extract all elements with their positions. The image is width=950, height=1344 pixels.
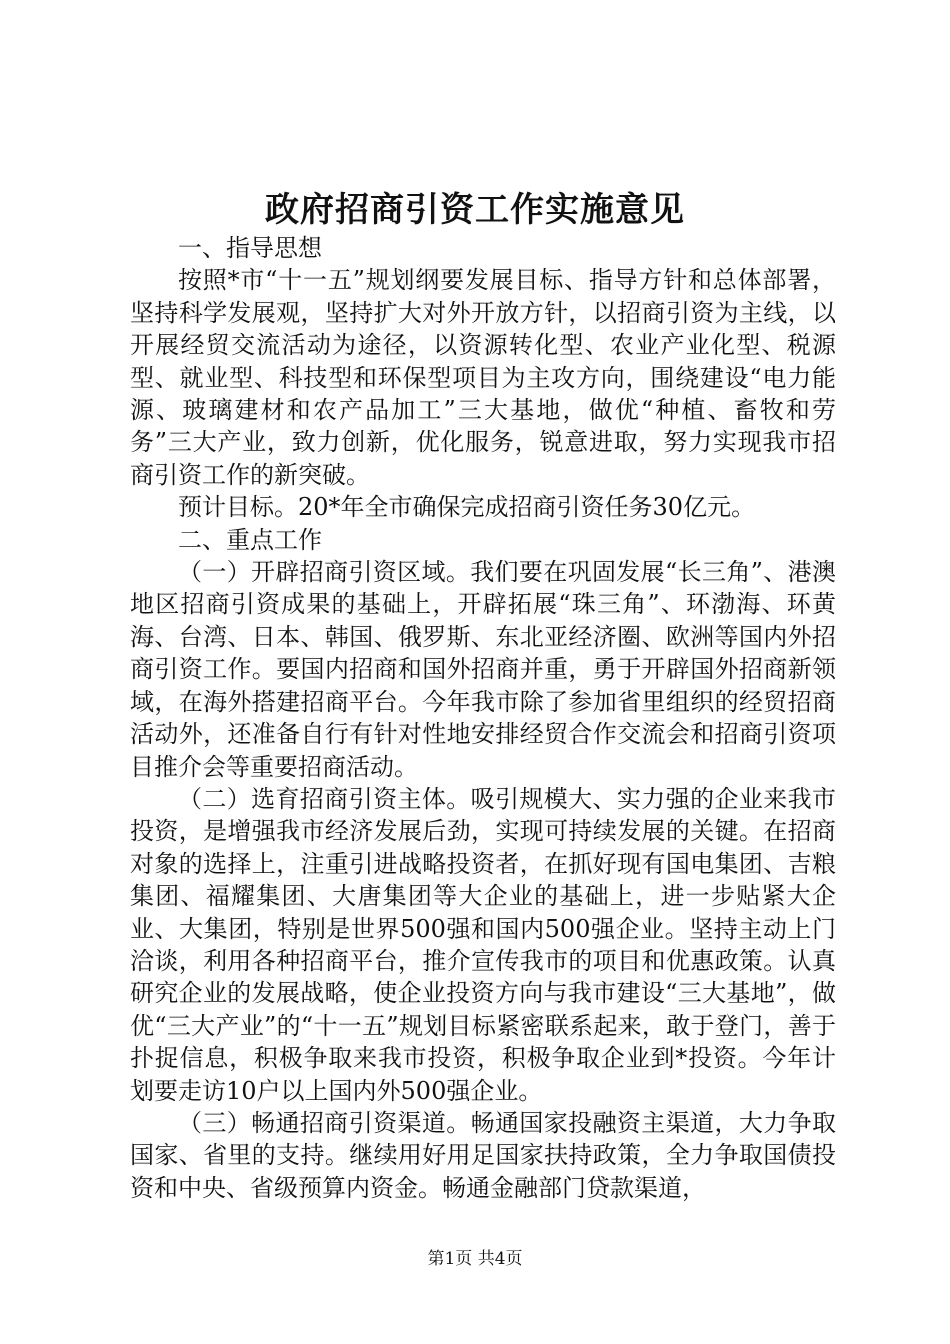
paragraph-guiding-ideology: 按照*市“十一五”规划纲要发展目标、指导方针和总体部署，坚持科学发展观，坚持扩大对外开放方针，以招商引资为主线，以开展经贸交流活动为途径，以资源转化型、农业产业化型、税源型、就业型、科技型和环保型项目为主攻方向，围绕建设“电力能源、玻璃建材和农产品加工”三大基地，做优“种植、畜牧和劳务”三大产业，致力创新，优化服务，锐意进取，努力实现我市招商引资工作的新突破。 xyxy=(130,266,836,489)
paragraph-key-work-1: （一）开辟招商引资区域。我们要在巩固发展“长三角”、港澳地区招商引资成果的基础上，开辟拓展“珠三角”、环渤海、环黄海、台湾、日本、韩国、俄罗斯、东北亚经济圈、欧洲等国内外招商引资工作。要国内招商和国外招商并重，勇于开辟国外招商新领域，在海外搭建招商平台。今年我市除了参加省里组织的经贸招商活动外，还准备自行有针对性地安排经贸合作交流会和招商引资项目推介会等重要招商活动。 xyxy=(130,558,836,781)
paragraph-key-work-3: （三）畅通招商引资渠道。畅通国家投融资主渠道，大力争取国家、省里的支持。继续用好用足国家扶持政策，全力争取国债投资和中央、省级预算内资金。畅通金融部门贷款渠道， xyxy=(130,1108,836,1202)
paragraph-key-work-2: （二）选育招商引资主体。吸引规模大、实力强的企业来我市投资，是增强我市经济发展后劲，实现可持续发展的关键。在招商对象的选择上，注重引进战略投资者，在抓好现有国电集团、吉粮集团、福耀集团、大唐集团等大企业的基础上，进一步贴紧大企业、大集团，特别是世界500强和国内500强企业。坚持主动上门洽谈，利用各种招商平台，推介宣传我市的项目和优惠政策。认真研究企业的发展战略，使企业投资方向与我市建设“三大基地”，做优“三大产业”的“十一五”规划目标紧密联系起来，敢于登门，善于扑捉信息，积极争取来我市投资，积极争取企业到*投资。今年计划要走访10户以上国内外500强企业。 xyxy=(130,784,836,1105)
document-body xyxy=(130,232,836,1204)
section-heading-guiding-ideology: 一、指导思想 xyxy=(178,234,322,262)
document-title: 政府招商引资工作实施意见 xyxy=(265,190,685,230)
paragraph-expected-target: 预计目标。20*年全市确保完成招商引资任务30亿元。 xyxy=(178,493,756,522)
section-heading-key-work: 二、重点工作 xyxy=(178,525,322,554)
page-footer: 第1页 共4页 xyxy=(427,1249,523,1269)
